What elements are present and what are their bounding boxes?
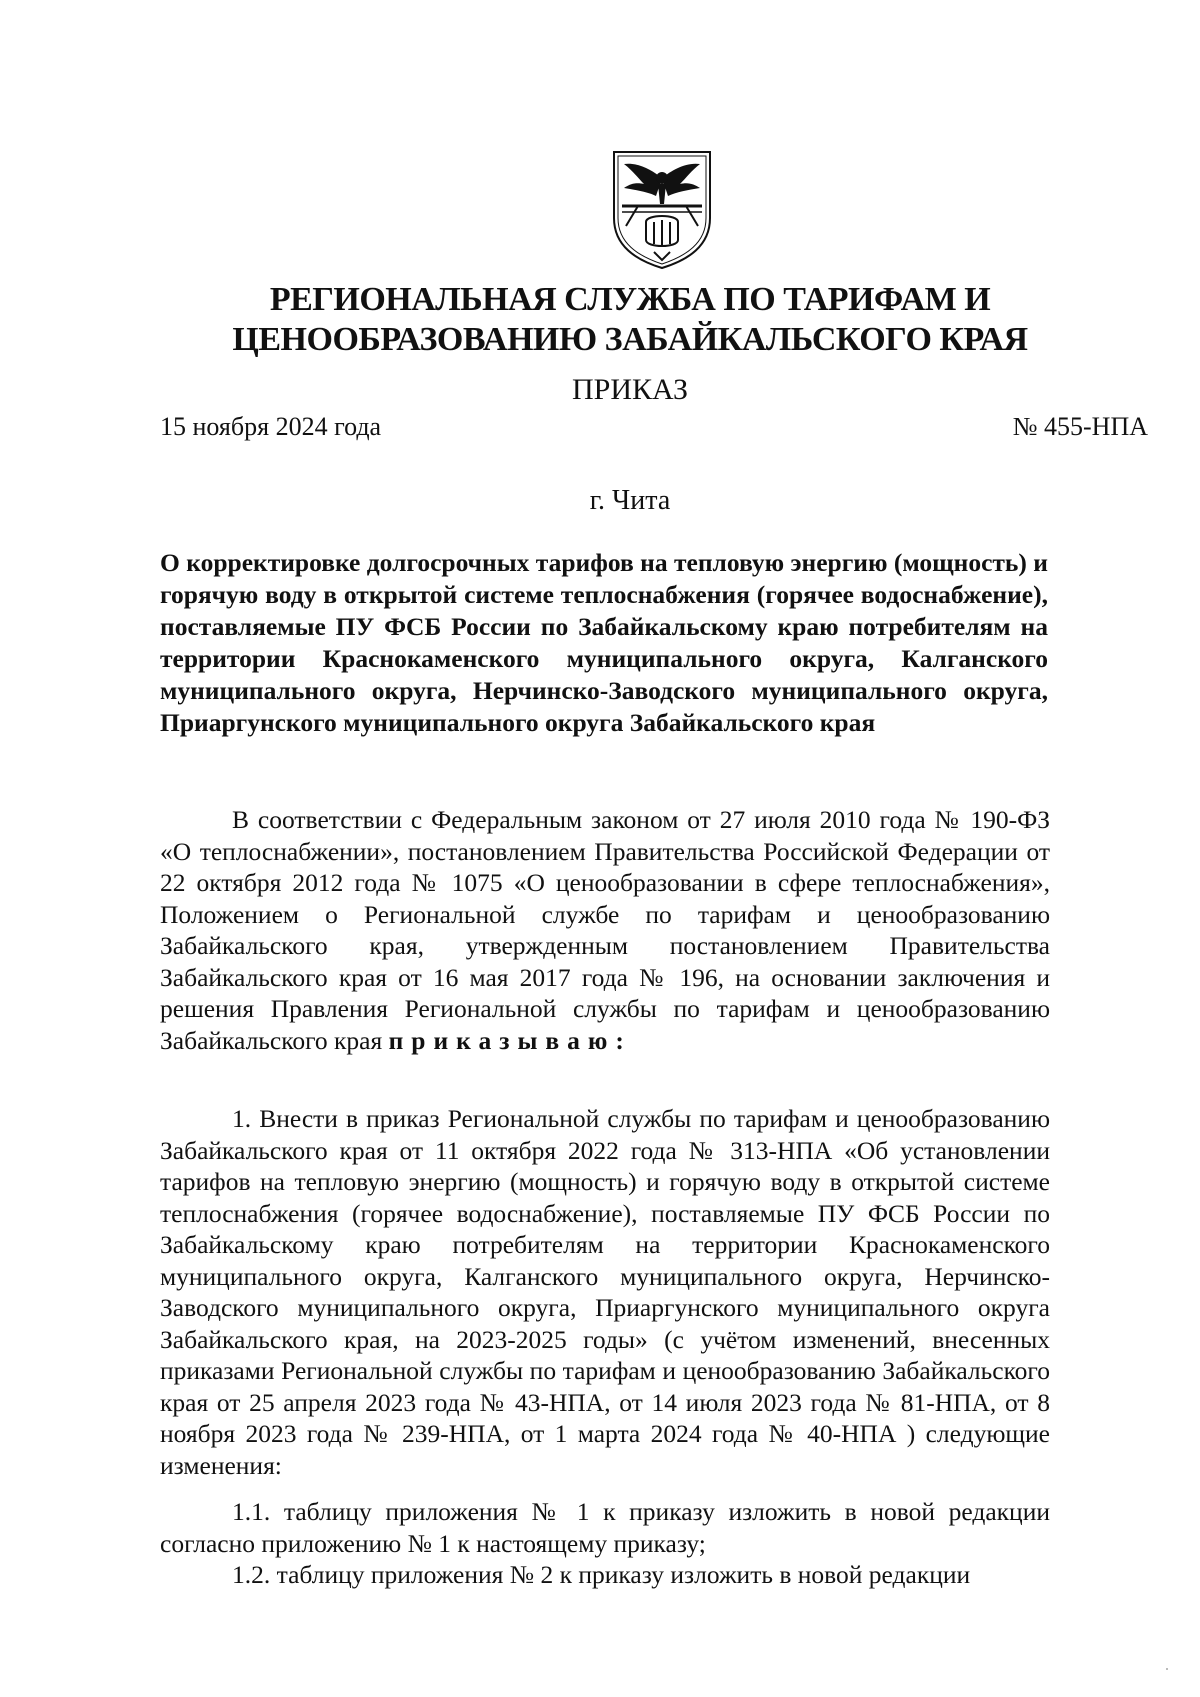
item-1-paragraph: 1. Внести в приказ Региональной службы по тарифам и ценообразованию Забайкальского края от 11 октября 2022 года № 313-НПА «Об установлении тарифов на тепловую энергию (мощность) и горячую воду в открытой системе теплоснабжения (горячее водоснабжение), поставляемые ПУ ФСБ России по Забайкальскому краю потребителям на территории Краснокаменского муниципального округа, Калганского муниципального округа, Нерчинско-Заводского муниципального округа, Приаргунского муниципального округа Забайкальского края, на 2023-2025 годы» (с учётом изменений, внесенных приказами Региональной службы по тарифам и ценообразованию Забайкальского края от 25 апреля 2023 года № 43-НПА, от 14 июля 2023 года № 81-НПА, от 8 ноября 2023 года № 239-НПА, от 1 марта 2024 года № 40-НПА ) следующие изменения: <box>160 1104 1050 1480</box>
agency-name-line1: РЕГИОНАЛЬНАЯ СЛУЖБА ПО ТАРИФАМ И <box>269 281 991 318</box>
scan-dot <box>1166 1668 1168 1670</box>
order-word: приказываю: <box>388 1025 632 1055</box>
document-city: г. Чита <box>589 485 671 516</box>
preamble-text: В соответствии с Федеральным законом от 27 июля 2010 года № 190-ФЗ «О теплоснабжении», постановлением Правительства Российской Федерации от 22 октября 2012 года № 1075 «О ценообразовании в сфере теплоснабжения», Положением о Региональной службе по тарифам и ценообразованию Забайкальского края, утвержденным постановлением Правительства Забайкальского края от 16 мая 2017 года № 196, на основании заключения и решения Правления Региональной службы по тарифам и ценообразованию Забайкальского края <box>160 805 1050 1055</box>
agency-name-line2: ЦЕНООБРАЗОВАНИЮ ЗАБАЙКАЛЬСКОГО КРАЯ <box>232 321 1028 358</box>
document-title: О корректировке долгосрочных тарифов на тепловую энергию (мощность) и горячую воду в открытой системе теплоснабжения (горячее водоснабжение), поставляемые ПУ ФСБ России по Забайкальскому краю потребителям на территории Краснокаменского муниципального округа, Калганского муниципального округа, Нерчинско-Заводского муниципального округа, Приаргунского муниципального округа Забайкальского края <box>160 548 1048 737</box>
document-type: ПРИКАЗ <box>572 373 688 406</box>
preamble-paragraph <box>160 804 1050 1056</box>
coat-of-arms-icon <box>608 148 716 272</box>
item-1-1-paragraph: 1.1. таблицу приложения № 1 к приказу изложить в новой редакции согласно приложению № 1 к настоящему приказу; <box>160 1497 1050 1558</box>
document-date: 15 ноября 2024 года <box>160 412 382 441</box>
item-1-2-paragraph: 1.2. таблицу приложения № 2 к приказу изложить в новой редакции <box>232 1560 971 1589</box>
document-number: № 455-НПА <box>1012 412 1148 441</box>
